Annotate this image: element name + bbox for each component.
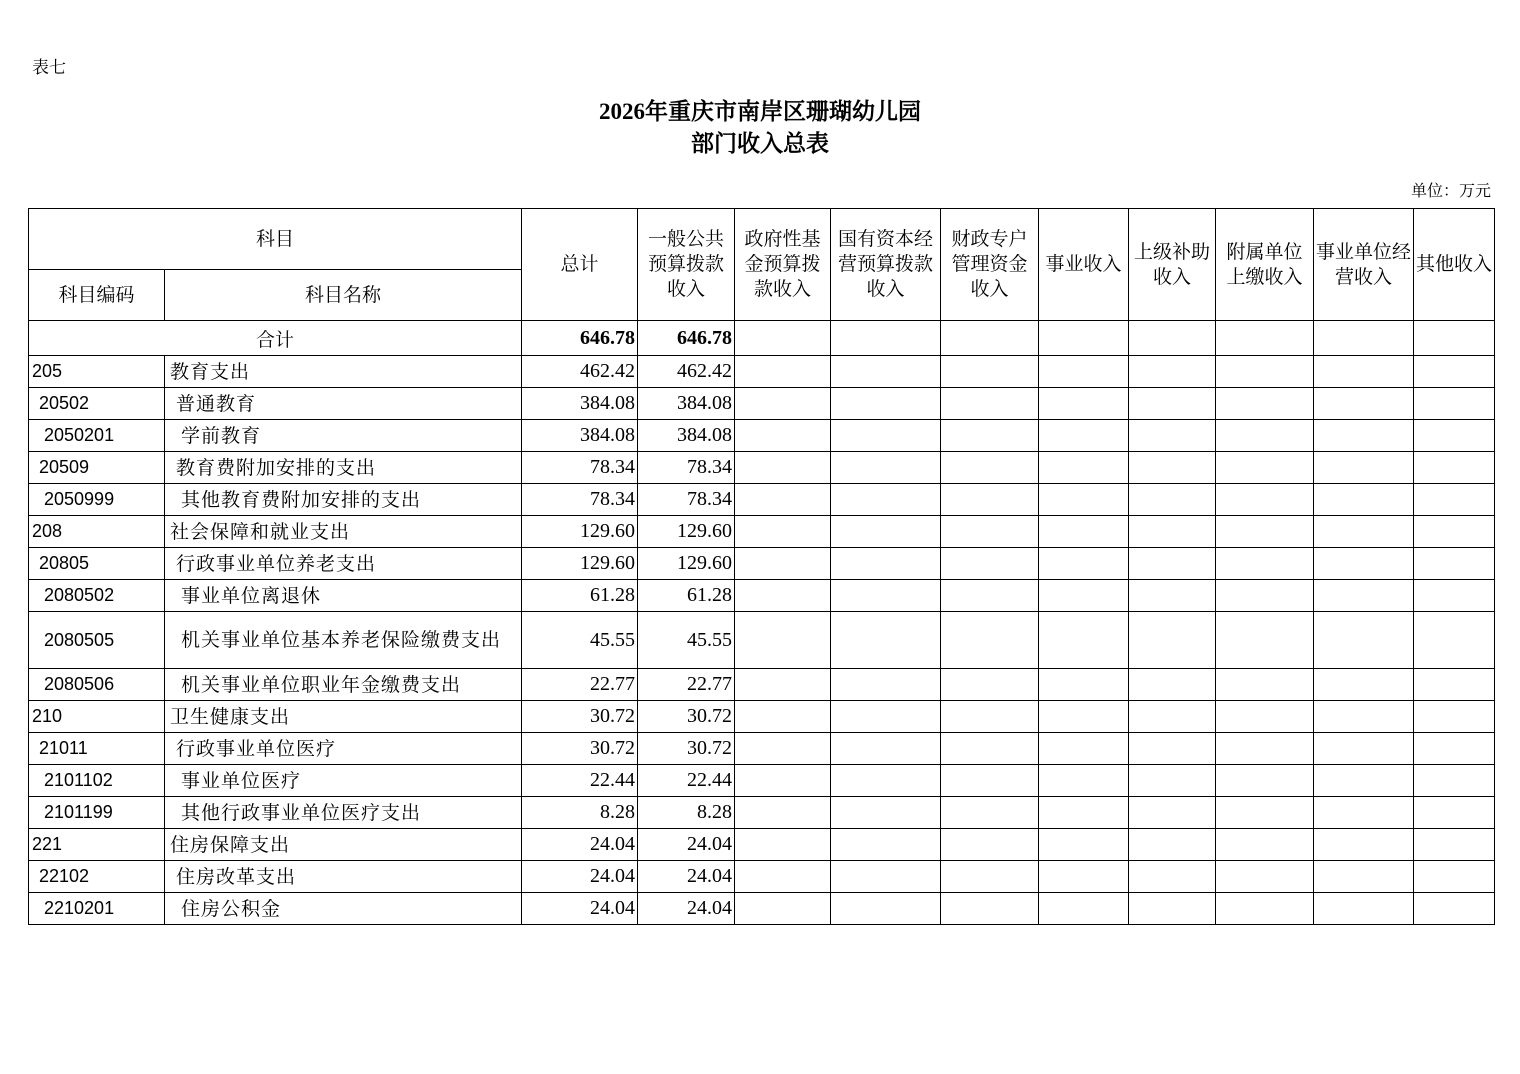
empty-cell [941, 797, 1039, 829]
empty-cell [1039, 861, 1129, 893]
empty-cell [941, 765, 1039, 797]
subject-code-cell: 2080505 [29, 612, 165, 669]
header-subject: 科目 [29, 209, 522, 270]
empty-cell [831, 797, 941, 829]
total-cell: 384.08 [522, 420, 638, 452]
total-cell: 24.04 [522, 861, 638, 893]
empty-cell [831, 321, 941, 356]
empty-cell [1314, 612, 1414, 669]
empty-cell [1129, 356, 1216, 388]
empty-cell [1216, 829, 1314, 861]
empty-cell [1414, 765, 1495, 797]
empty-cell [1216, 733, 1314, 765]
empty-cell [735, 701, 831, 733]
general-budget-cell: 78.34 [638, 484, 735, 516]
subject-name-cell: 行政事业单位医疗 [165, 733, 522, 765]
empty-cell [941, 452, 1039, 484]
total-row [29, 321, 1495, 356]
empty-cell [1039, 829, 1129, 861]
subject-code-cell: 20805 [29, 548, 165, 580]
header-gov-fund: 政府性基金预算拨款收入 [735, 209, 831, 321]
empty-cell [941, 580, 1039, 612]
empty-cell [1216, 612, 1314, 669]
unit-label: 单位：万元 [1410, 181, 1491, 200]
empty-cell [1039, 420, 1129, 452]
general-budget-cell: 24.04 [638, 829, 735, 861]
empty-cell [735, 420, 831, 452]
empty-cell [1414, 388, 1495, 420]
empty-cell [831, 765, 941, 797]
table-row [29, 580, 1495, 612]
empty-cell [1216, 388, 1314, 420]
subject-name-cell: 学前教育 [165, 420, 522, 452]
empty-cell [1216, 452, 1314, 484]
empty-cell [941, 388, 1039, 420]
subject-code-cell: 205 [29, 356, 165, 388]
empty-cell [1314, 861, 1414, 893]
subject-name-cell: 住房公积金 [165, 893, 522, 925]
empty-cell [735, 548, 831, 580]
general-budget-cell: 129.60 [638, 516, 735, 548]
empty-cell [1314, 321, 1414, 356]
general-budget-cell: 61.28 [638, 580, 735, 612]
empty-cell [1129, 321, 1216, 356]
empty-cell [1129, 484, 1216, 516]
empty-cell [831, 548, 941, 580]
empty-cell [1414, 516, 1495, 548]
table-row [29, 797, 1495, 829]
total-cell: 78.34 [522, 484, 638, 516]
subject-code-cell: 20509 [29, 452, 165, 484]
subject-code-cell: 22102 [29, 861, 165, 893]
header-state-capital: 国有资本经营预算拨款收入 [831, 209, 941, 321]
total-cell: 462.42 [522, 356, 638, 388]
empty-cell [1129, 861, 1216, 893]
empty-cell [1216, 356, 1314, 388]
table-row [29, 548, 1495, 580]
empty-cell [1039, 733, 1129, 765]
total-general-budget: 646.78 [638, 321, 735, 356]
header-business-income: 事业收入 [1039, 209, 1129, 321]
table-row [29, 669, 1495, 701]
table-row [29, 893, 1495, 925]
total-value: 646.78 [522, 321, 638, 356]
empty-cell [1414, 580, 1495, 612]
empty-cell [735, 829, 831, 861]
empty-cell [1314, 388, 1414, 420]
table-row [29, 861, 1495, 893]
table-row [29, 420, 1495, 452]
empty-cell [1414, 893, 1495, 925]
header-total: 总计 [522, 209, 638, 321]
empty-cell [1314, 701, 1414, 733]
empty-cell [1039, 765, 1129, 797]
total-cell: 129.60 [522, 548, 638, 580]
empty-cell [1314, 829, 1414, 861]
empty-cell [1414, 829, 1495, 861]
empty-cell [1039, 452, 1129, 484]
total-cell: 24.04 [522, 893, 638, 925]
empty-cell [831, 452, 941, 484]
empty-cell [1129, 893, 1216, 925]
subject-code-cell: 2210201 [29, 893, 165, 925]
empty-cell [831, 669, 941, 701]
subject-name-cell: 社会保障和就业支出 [165, 516, 522, 548]
empty-cell [1129, 452, 1216, 484]
empty-cell [831, 388, 941, 420]
subject-code-cell: 2050201 [29, 420, 165, 452]
header-other-income: 其他收入 [1414, 209, 1495, 321]
page-title: 2026年重庆市南岸区珊瑚幼儿园 [599, 99, 921, 124]
empty-cell [1039, 321, 1129, 356]
empty-cell [735, 797, 831, 829]
empty-cell [1039, 548, 1129, 580]
empty-cell [1039, 516, 1129, 548]
empty-cell [1216, 765, 1314, 797]
general-budget-cell: 129.60 [638, 548, 735, 580]
subject-code-cell: 2101102 [29, 765, 165, 797]
empty-cell [1039, 484, 1129, 516]
total-cell: 45.55 [522, 612, 638, 669]
table-row [29, 388, 1495, 420]
empty-cell [735, 580, 831, 612]
empty-cell [1039, 612, 1129, 669]
header-general-budget: 一般公共预算拨款收入 [638, 209, 735, 321]
empty-cell [941, 484, 1039, 516]
table-row [29, 452, 1495, 484]
empty-cell [1039, 669, 1129, 701]
general-budget-cell: 22.77 [638, 669, 735, 701]
empty-cell [831, 356, 941, 388]
empty-cell [1039, 580, 1129, 612]
empty-cell [831, 701, 941, 733]
total-cell: 129.60 [522, 516, 638, 548]
empty-cell [1314, 548, 1414, 580]
empty-cell [1129, 612, 1216, 669]
subject-code-cell: 221 [29, 829, 165, 861]
empty-cell [1314, 452, 1414, 484]
empty-cell [831, 420, 941, 452]
empty-cell [831, 612, 941, 669]
empty-cell [1314, 733, 1414, 765]
empty-cell [1216, 701, 1314, 733]
subject-name-cell: 住房保障支出 [165, 829, 522, 861]
header-fiscal-special: 财政专户管理资金收入 [941, 209, 1039, 321]
empty-cell [735, 356, 831, 388]
empty-cell [735, 765, 831, 797]
empty-cell [1414, 356, 1495, 388]
total-cell: 78.34 [522, 452, 638, 484]
empty-cell [1129, 797, 1216, 829]
subject-code-cell: 20502 [29, 388, 165, 420]
empty-cell [1414, 548, 1495, 580]
empty-cell [1039, 388, 1129, 420]
header-subject-code: 科目编码 [29, 270, 165, 321]
empty-cell [1414, 861, 1495, 893]
empty-cell [831, 829, 941, 861]
empty-cell [1414, 797, 1495, 829]
empty-cell [1039, 356, 1129, 388]
total-cell: 384.08 [522, 388, 638, 420]
subject-name-cell: 卫生健康支出 [165, 701, 522, 733]
empty-cell [735, 484, 831, 516]
empty-cell [1414, 733, 1495, 765]
empty-cell [1129, 829, 1216, 861]
general-budget-cell: 384.08 [638, 420, 735, 452]
subject-code-cell: 21011 [29, 733, 165, 765]
empty-cell [1216, 484, 1314, 516]
general-budget-cell: 462.42 [638, 356, 735, 388]
general-budget-cell: 24.04 [638, 861, 735, 893]
empty-cell [941, 420, 1039, 452]
empty-cell [1314, 580, 1414, 612]
empty-cell [831, 516, 941, 548]
empty-cell [1129, 580, 1216, 612]
general-budget-cell: 384.08 [638, 388, 735, 420]
subject-code-cell: 2101199 [29, 797, 165, 829]
subject-code-cell: 208 [29, 516, 165, 548]
empty-cell [1314, 420, 1414, 452]
empty-cell [735, 893, 831, 925]
empty-cell [1216, 321, 1314, 356]
total-cell: 22.77 [522, 669, 638, 701]
empty-cell [941, 893, 1039, 925]
table-row [29, 765, 1495, 797]
empty-cell [735, 516, 831, 548]
empty-cell [1314, 797, 1414, 829]
header-superior-subsidy: 上级补助收入 [1129, 209, 1216, 321]
empty-cell [1314, 484, 1414, 516]
empty-cell [1129, 388, 1216, 420]
empty-cell [1414, 484, 1495, 516]
empty-cell [1414, 452, 1495, 484]
empty-cell [1216, 516, 1314, 548]
total-cell: 22.44 [522, 765, 638, 797]
empty-cell [735, 321, 831, 356]
subject-name-cell: 行政事业单位养老支出 [165, 548, 522, 580]
subject-name-cell: 其他行政事业单位医疗支出 [165, 797, 522, 829]
empty-cell [1414, 612, 1495, 669]
subject-name-cell: 其他教育费附加安排的支出 [165, 484, 522, 516]
subject-name-cell: 住房改革支出 [165, 861, 522, 893]
empty-cell [1314, 669, 1414, 701]
empty-cell [1039, 701, 1129, 733]
subject-code-cell: 210 [29, 701, 165, 733]
empty-cell [735, 612, 831, 669]
table-row [29, 701, 1495, 733]
empty-cell [1216, 669, 1314, 701]
empty-cell [831, 580, 941, 612]
empty-cell [1129, 420, 1216, 452]
general-budget-cell: 78.34 [638, 452, 735, 484]
total-cell: 30.72 [522, 733, 638, 765]
empty-cell [1314, 765, 1414, 797]
empty-cell [1039, 797, 1129, 829]
empty-cell [1314, 893, 1414, 925]
empty-cell [1216, 893, 1314, 925]
general-budget-cell: 30.72 [638, 701, 735, 733]
subject-name-cell: 教育支出 [165, 356, 522, 388]
empty-cell [831, 893, 941, 925]
empty-cell [941, 829, 1039, 861]
table-row [29, 516, 1495, 548]
empty-cell [1216, 580, 1314, 612]
total-label: 合计 [29, 321, 522, 356]
empty-cell [1216, 548, 1314, 580]
table-row [29, 829, 1495, 861]
table-row [29, 356, 1495, 388]
empty-cell [941, 861, 1039, 893]
empty-cell [941, 516, 1039, 548]
table-row [29, 733, 1495, 765]
general-budget-cell: 22.44 [638, 765, 735, 797]
subject-name-cell: 教育费附加安排的支出 [165, 452, 522, 484]
empty-cell [735, 861, 831, 893]
income-table [28, 208, 1495, 925]
subject-code-cell: 2050999 [29, 484, 165, 516]
empty-cell [1129, 516, 1216, 548]
subject-name-cell: 机关事业单位职业年金缴费支出 [165, 669, 522, 701]
header-subject-name: 科目名称 [165, 270, 522, 321]
empty-cell [941, 612, 1039, 669]
total-cell: 61.28 [522, 580, 638, 612]
empty-cell [941, 733, 1039, 765]
empty-cell [735, 388, 831, 420]
general-budget-cell: 30.72 [638, 733, 735, 765]
empty-cell [1414, 669, 1495, 701]
empty-cell [831, 861, 941, 893]
empty-cell [1314, 356, 1414, 388]
total-cell: 8.28 [522, 797, 638, 829]
empty-cell [1129, 701, 1216, 733]
table-row [29, 612, 1495, 669]
total-cell: 30.72 [522, 701, 638, 733]
empty-cell [1216, 420, 1314, 452]
table-number: 表七 [32, 58, 66, 78]
empty-cell [1216, 861, 1314, 893]
empty-cell [1129, 548, 1216, 580]
empty-cell [735, 452, 831, 484]
empty-cell [735, 733, 831, 765]
general-budget-cell: 24.04 [638, 893, 735, 925]
empty-cell [941, 669, 1039, 701]
header-affiliated-turnover: 附属单位上缴收入 [1216, 209, 1314, 321]
header-business-operation: 事业单位经营收入 [1314, 209, 1414, 321]
empty-cell [941, 548, 1039, 580]
empty-cell [1414, 701, 1495, 733]
subject-name-cell: 机关事业单位基本养老保险缴费支出 [165, 612, 522, 669]
empty-cell [1129, 765, 1216, 797]
general-budget-cell: 45.55 [638, 612, 735, 669]
empty-cell [831, 484, 941, 516]
empty-cell [1129, 733, 1216, 765]
empty-cell [1414, 321, 1495, 356]
subject-name-cell: 普通教育 [165, 388, 522, 420]
subject-code-cell: 2080506 [29, 669, 165, 701]
subject-name-cell: 事业单位离退休 [165, 580, 522, 612]
empty-cell [735, 669, 831, 701]
table-row [29, 484, 1495, 516]
general-budget-cell: 8.28 [638, 797, 735, 829]
empty-cell [941, 701, 1039, 733]
empty-cell [941, 356, 1039, 388]
empty-cell [941, 321, 1039, 356]
empty-cell [1314, 516, 1414, 548]
empty-cell [1129, 669, 1216, 701]
total-cell: 24.04 [522, 829, 638, 861]
empty-cell [1039, 893, 1129, 925]
empty-cell [831, 733, 941, 765]
empty-cell [1216, 797, 1314, 829]
empty-cell [1414, 420, 1495, 452]
subject-code-cell: 2080502 [29, 580, 165, 612]
subject-name-cell: 事业单位医疗 [165, 765, 522, 797]
page-subtitle: 部门收入总表 [691, 131, 829, 156]
